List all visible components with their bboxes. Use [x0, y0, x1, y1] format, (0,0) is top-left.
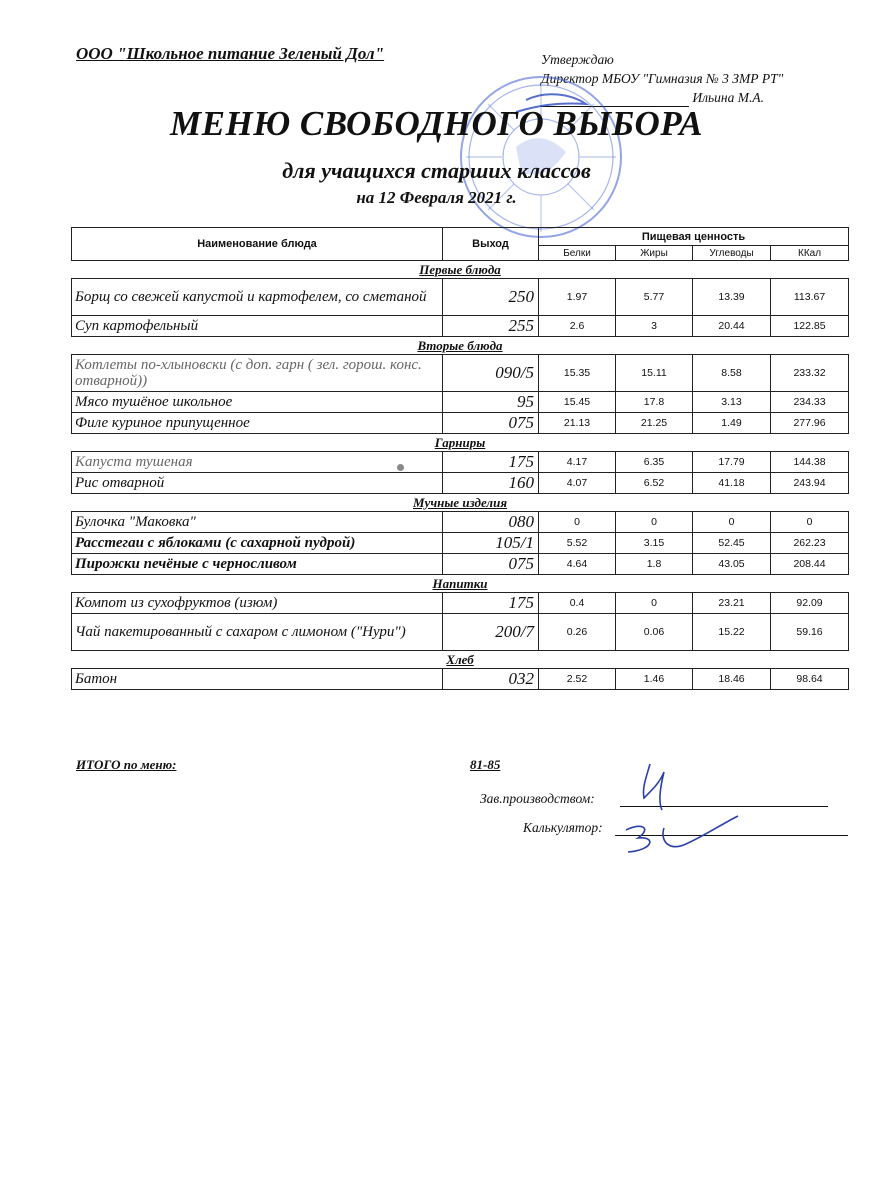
- dish-protein: 0: [539, 512, 616, 533]
- dish-name: Филе куриное припущенное: [72, 413, 443, 434]
- dish-protein: 5.52: [539, 533, 616, 554]
- calculator-sign-row: [523, 820, 603, 836]
- dish-kcal: 122.85: [771, 316, 849, 337]
- col-header-protein: Белки: [539, 246, 616, 261]
- table-row: [72, 413, 849, 434]
- dish-output: 200/7: [443, 614, 539, 651]
- table-row: [72, 554, 849, 575]
- page-title: МЕНЮ СВОБОДНОГО ВЫБОРА: [170, 104, 703, 143]
- dish-name: Суп картофельный: [72, 316, 443, 337]
- approve-position: Директор МБОУ "Гимназия № 3 ЗМР РТ": [541, 71, 784, 86]
- dish-carbs: 23.21: [693, 593, 771, 614]
- smudge-dot: [397, 464, 404, 471]
- official-stamp: [456, 72, 626, 242]
- dish-name: Капуста тушеная: [72, 452, 443, 473]
- menu-table: [71, 227, 849, 690]
- dish-protein: 0.4: [539, 593, 616, 614]
- dish-kcal: 144.38: [771, 452, 849, 473]
- dish-fat: 6.35: [616, 452, 693, 473]
- dish-output: 075: [443, 413, 539, 434]
- table-row: [72, 512, 849, 533]
- col-header-name: Наименование блюда: [72, 228, 443, 261]
- table-row: [72, 316, 849, 337]
- dish-carbs: 17.79: [693, 452, 771, 473]
- dish-output: 175: [443, 452, 539, 473]
- dish-name: Мясо тушёное школьное: [72, 392, 443, 413]
- dish-protein: 15.35: [539, 355, 616, 392]
- page-subtitle: для учащихся старших классов: [282, 158, 591, 183]
- dish-fat: 5.77: [616, 279, 693, 316]
- handwritten-signature: [612, 758, 752, 858]
- dish-fat: 6.52: [616, 473, 693, 494]
- dish-output: 250: [443, 279, 539, 316]
- col-header-nutrition: Пищевая ценность: [539, 228, 849, 246]
- dish-kcal: 234.33: [771, 392, 849, 413]
- dish-protein: 4.07: [539, 473, 616, 494]
- dish-kcal: 0: [771, 512, 849, 533]
- table-row: [72, 533, 849, 554]
- dish-carbs: 41.18: [693, 473, 771, 494]
- dish-protein: 1.97: [539, 279, 616, 316]
- dish-name: Батон: [72, 669, 443, 690]
- dish-name: Котлеты по-хлыновски (с доп. гарн ( зел. горош. конс. отварной)): [72, 355, 443, 392]
- table-row: [72, 473, 849, 494]
- col-header-output: Выход: [443, 228, 539, 261]
- col-header-kcal: ККал: [771, 246, 849, 261]
- total-value: 81-85: [470, 757, 501, 772]
- dish-protein: 15.45: [539, 392, 616, 413]
- dish-carbs: 18.46: [693, 669, 771, 690]
- dish-fat: 15.11: [616, 355, 693, 392]
- dish-name: Пирожки печёные с черносливом: [72, 554, 443, 575]
- dish-carbs: 1.49: [693, 413, 771, 434]
- dish-output: 080: [443, 512, 539, 533]
- dish-fat: 21.25: [616, 413, 693, 434]
- dish-carbs: 43.05: [693, 554, 771, 575]
- dish-protein: 2.6: [539, 316, 616, 337]
- section-title: Вторые блюда: [72, 337, 849, 355]
- dish-output: 160: [443, 473, 539, 494]
- dish-carbs: 8.58: [693, 355, 771, 392]
- section-title: Мучные изделия: [72, 494, 849, 512]
- dish-kcal: 208.44: [771, 554, 849, 575]
- approve-line: Утверждаю: [541, 52, 614, 67]
- dish-fat: 0: [616, 593, 693, 614]
- table-row: [72, 279, 849, 316]
- dish-name: Расстегаи с яблоками (с сахарной пудрой): [72, 533, 443, 554]
- col-header-carbs: Углеводы: [693, 246, 771, 261]
- dish-kcal: 277.96: [771, 413, 849, 434]
- menu-date: на 12 Февраля 2021 г.: [356, 188, 517, 207]
- dish-name: Компот из сухофруктов (изюм): [72, 593, 443, 614]
- dish-carbs: 20.44: [693, 316, 771, 337]
- dish-fat: 3.15: [616, 533, 693, 554]
- dish-carbs: 13.39: [693, 279, 771, 316]
- dish-fat: 0.06: [616, 614, 693, 651]
- dish-fat: 1.46: [616, 669, 693, 690]
- dish-name: Борщ со свежей капустой и картофелем, со сметаной: [72, 279, 443, 316]
- production-label: Зав.производством:: [480, 791, 595, 806]
- dish-fat: 1.8: [616, 554, 693, 575]
- dish-output: 255: [443, 316, 539, 337]
- dish-protein: 4.64: [539, 554, 616, 575]
- dish-kcal: 262.23: [771, 533, 849, 554]
- dish-name: Булочка "Маковка": [72, 512, 443, 533]
- dish-kcal: 243.94: [771, 473, 849, 494]
- calculator-label: Калькулятор:: [523, 820, 603, 835]
- section-title: Первые блюда: [72, 261, 849, 279]
- dish-kcal: 92.09: [771, 593, 849, 614]
- dish-protein: 4.17: [539, 452, 616, 473]
- dish-protein: 0.26: [539, 614, 616, 651]
- dish-output: 032: [443, 669, 539, 690]
- dish-kcal: 113.67: [771, 279, 849, 316]
- table-row: [72, 669, 849, 690]
- dish-fat: 17.8: [616, 392, 693, 413]
- dish-fat: 0: [616, 512, 693, 533]
- dish-carbs: 3.13: [693, 392, 771, 413]
- dish-kcal: 98.64: [771, 669, 849, 690]
- dish-name: Чай пакетированный с сахаром с лимоном ("Нури"): [72, 614, 443, 651]
- dish-kcal: 59.16: [771, 614, 849, 651]
- section-title: Напитки: [72, 575, 849, 593]
- table-row: [72, 355, 849, 392]
- dish-output: 090/5: [443, 355, 539, 392]
- col-header-fat: Жиры: [616, 246, 693, 261]
- section-title: Хлеб: [72, 651, 849, 669]
- approve-name: Ильина М.А.: [692, 90, 764, 105]
- production-sign-row: [480, 791, 595, 807]
- dish-carbs: 52.45: [693, 533, 771, 554]
- table-row: [72, 593, 849, 614]
- dish-fat: 3: [616, 316, 693, 337]
- dish-carbs: 15.22: [693, 614, 771, 651]
- section-title: Гарниры: [72, 434, 849, 452]
- dish-protein: 2.52: [539, 669, 616, 690]
- dish-output: 95: [443, 392, 539, 413]
- total-label: ИТОГО по меню:: [76, 757, 177, 772]
- dish-carbs: 0: [693, 512, 771, 533]
- table-row: [72, 452, 849, 473]
- table-row: [72, 614, 849, 651]
- dish-output: 105/1: [443, 533, 539, 554]
- dish-output: 075: [443, 554, 539, 575]
- dish-kcal: 233.32: [771, 355, 849, 392]
- table-row: [72, 392, 849, 413]
- dish-name: Рис отварной: [72, 473, 443, 494]
- company-name: ООО "Школьное питание Зеленый Дол": [76, 44, 385, 63]
- dish-protein: 21.13: [539, 413, 616, 434]
- dish-output: 175: [443, 593, 539, 614]
